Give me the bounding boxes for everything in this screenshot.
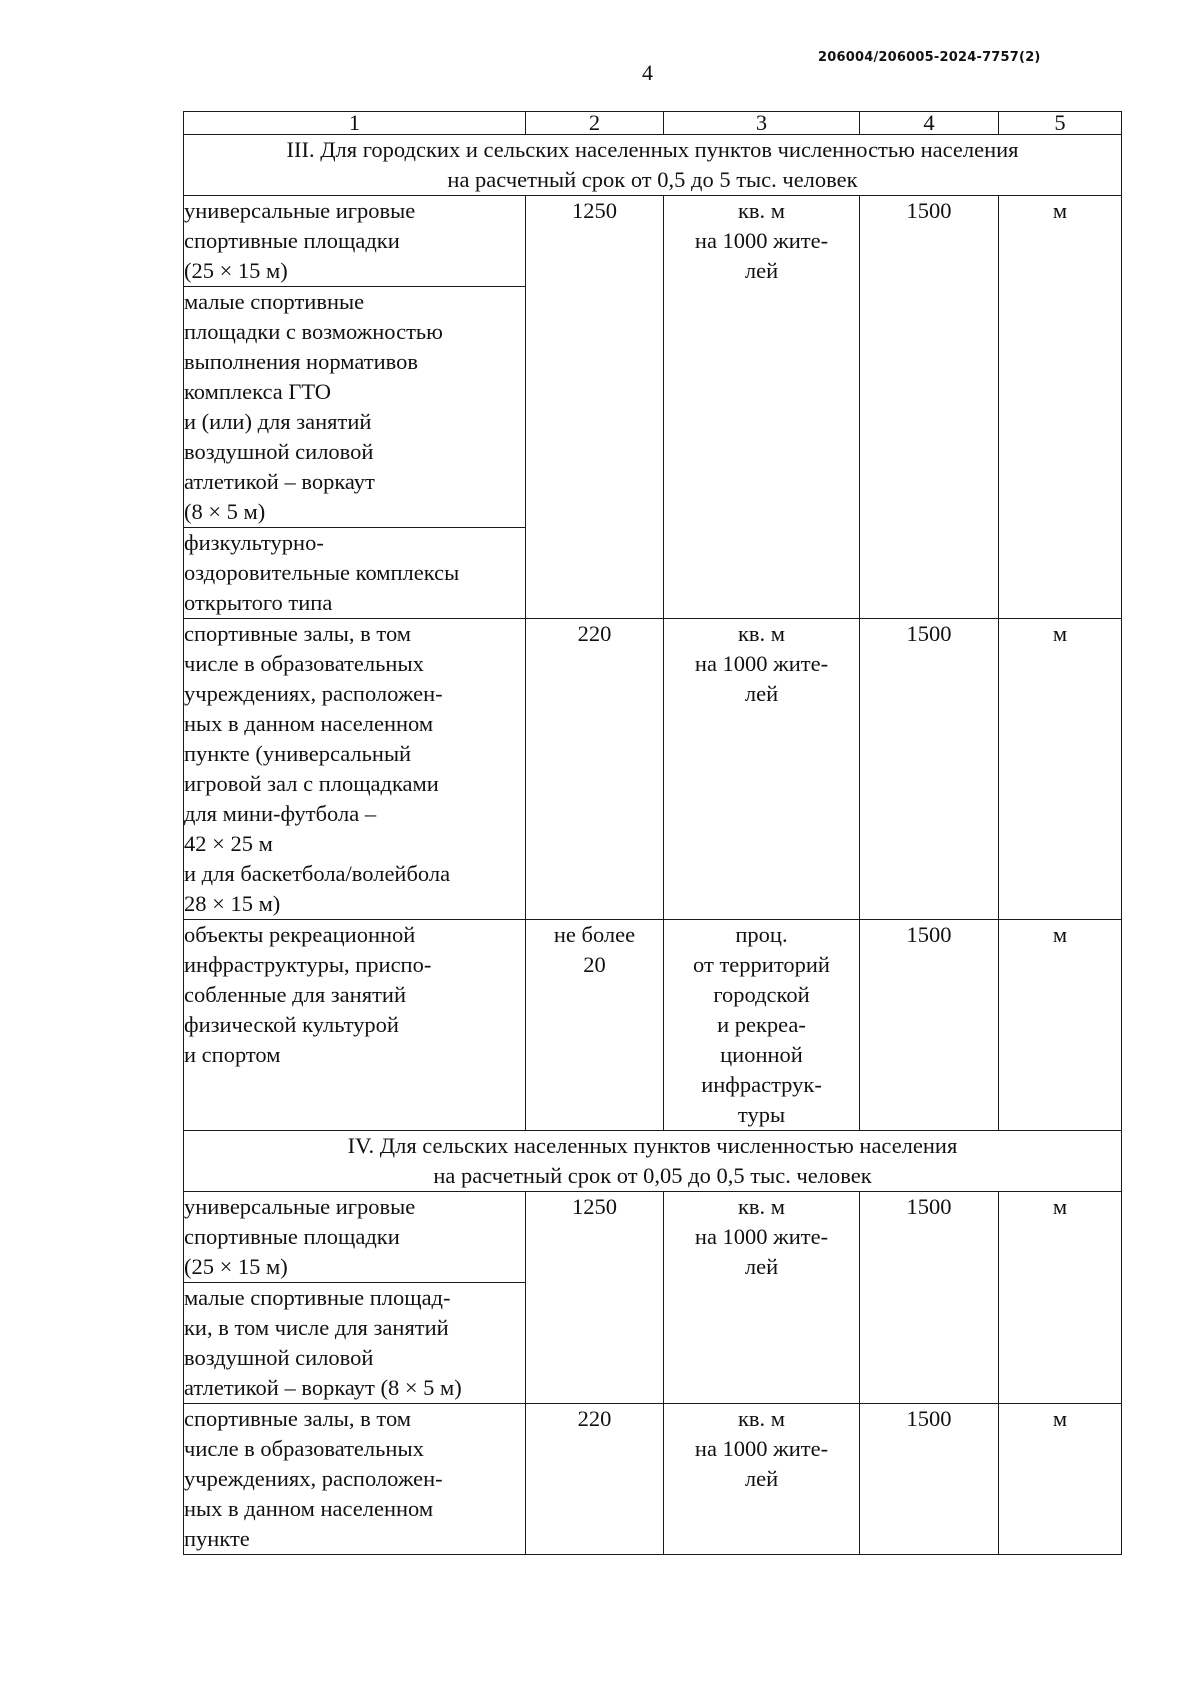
- norm-unit-cell: [664, 1192, 860, 1404]
- facility-name-line: малые спортивные: [184, 289, 365, 314]
- facility-name-cell: [184, 920, 526, 1131]
- accessibility-unit-line: м: [1052, 1194, 1068, 1219]
- facility-name-line: физкультурно-: [184, 530, 324, 555]
- facility-name-line: атлетикой – воркаут (8 × 5 м): [184, 1375, 462, 1400]
- column-number-cell: 2: [526, 112, 664, 135]
- norm-unit-line: лей: [744, 258, 779, 283]
- norm-unit-line: от территорий: [693, 952, 830, 977]
- norm-unit-line: и рекреа-: [717, 1012, 806, 1037]
- facility-name-line: и для баскетбола/волейбола: [184, 861, 451, 886]
- accessibility-unit-line: м: [1052, 621, 1068, 646]
- facility-name-line: и спортом: [184, 1042, 281, 1067]
- norm-unit-line: на 1000 жите-: [694, 1436, 829, 1461]
- column-number-cell: 1: [184, 112, 526, 135]
- norm-unit-line: лей: [744, 681, 779, 706]
- norm-unit-line: лей: [744, 1254, 779, 1279]
- section-title-line: IV. Для сельских населенных пунктов численностью населения: [347, 1133, 958, 1158]
- norm-unit-line: кв. м: [737, 1194, 786, 1219]
- norm-value-cell: [526, 920, 664, 1131]
- norm-unit-cell: [664, 619, 860, 920]
- facility-name-line: (25 × 15 м): [184, 258, 288, 283]
- facility-name-line: (8 × 5 м): [184, 499, 266, 524]
- norm-value-cell: [526, 1404, 664, 1555]
- facility-name-line: ных в данном населенном: [184, 1496, 434, 1521]
- facility-name-cell: [184, 1404, 526, 1555]
- facility-name-line: спортивные площадки: [184, 228, 400, 253]
- facility-name-line: площадки с возможностью: [184, 319, 443, 344]
- facility-name-line: физической культурой: [184, 1012, 399, 1037]
- table-row: [184, 1404, 1122, 1555]
- norm-unit-line: на 1000 жите-: [694, 651, 829, 676]
- facility-name-line: комплекса ГТО: [184, 379, 332, 404]
- norm-unit-cell: [664, 1404, 860, 1555]
- norm-value-line: 1250: [572, 198, 617, 223]
- accessibility-unit-cell: [999, 1404, 1122, 1555]
- accessibility-unit-cell: [999, 196, 1122, 619]
- facility-name-line: воздушной силовой: [184, 439, 374, 464]
- facility-name-line: пункте (универсальный: [184, 741, 412, 766]
- norm-unit-line: инфраструк-: [701, 1072, 822, 1097]
- facility-name-line: открытого типа: [184, 590, 333, 615]
- table-row: [184, 196, 1122, 287]
- facility-name-line: 28 × 15 м): [184, 891, 281, 916]
- accessibility-unit-line: м: [1052, 1406, 1068, 1431]
- facility-name-cell: [184, 196, 526, 287]
- accessibility-unit-cell: [999, 920, 1122, 1131]
- accessibility-value-cell: [860, 619, 999, 920]
- column-number-row: [184, 112, 1122, 135]
- facility-name-line: учреждениях, расположен-: [184, 1466, 443, 1491]
- facility-name-line: учреждениях, расположен-: [184, 681, 443, 706]
- facility-name-line: атлетикой – воркаут: [184, 469, 375, 494]
- page-number: 4: [642, 60, 653, 85]
- norm-value-line: не более: [553, 922, 636, 947]
- norm-unit-line: на 1000 жите-: [694, 1224, 829, 1249]
- facility-name-line: пункте: [184, 1526, 250, 1551]
- column-number-cell: 3: [664, 112, 860, 135]
- accessibility-value-cell: [860, 1192, 999, 1404]
- norm-value-line: 20: [583, 952, 606, 977]
- accessibility-value-line: 1500: [906, 922, 952, 947]
- facility-name-line: (25 × 15 м): [184, 1254, 288, 1279]
- facility-name-line: универсальные игровые: [184, 1194, 416, 1219]
- facility-name-line: и (или) для занятий: [184, 409, 372, 434]
- facility-name-cell: [184, 1283, 526, 1404]
- accessibility-value-line: 1500: [906, 1406, 952, 1431]
- facility-name-line: числе в образовательных: [184, 651, 424, 676]
- norm-unit-line: проц.: [735, 922, 788, 947]
- accessibility-unit-cell: [999, 1192, 1122, 1404]
- norm-unit-line: ционной: [720, 1042, 803, 1067]
- facility-name-cell: [184, 1192, 526, 1283]
- facility-name-line: малые спортивные площад-: [184, 1285, 451, 1310]
- accessibility-value-line: 1500: [906, 198, 952, 223]
- norm-unit-line: кв. м: [737, 621, 786, 646]
- accessibility-unit-line: м: [1052, 198, 1068, 223]
- norm-unit-cell: [664, 196, 860, 619]
- facility-name-line: оздоровительные комплексы: [184, 560, 460, 585]
- section-title-line: на расчетный срок от 0,5 до 5 тыс. человек: [447, 167, 858, 192]
- document-id: 206004/206005-2024-7757(2): [818, 50, 1041, 65]
- table-row: [184, 1192, 1122, 1283]
- norm-value-cell: [526, 1192, 664, 1404]
- norm-unit-line: туры: [737, 1102, 786, 1127]
- facility-name-line: воздушной силовой: [184, 1345, 374, 1370]
- facility-name-line: универсальные игровые: [184, 198, 416, 223]
- norm-unit-line: на 1000 жите-: [694, 228, 829, 253]
- norm-value-cell: [526, 619, 664, 920]
- norm-unit-line: кв. м: [737, 198, 786, 223]
- table-body: [184, 112, 1122, 1555]
- accessibility-unit-cell: [999, 619, 1122, 920]
- table-row: [184, 920, 1122, 1131]
- facility-name-line: числе в образовательных: [184, 1436, 424, 1461]
- table-row: [184, 619, 1122, 920]
- accessibility-unit-line: м: [1052, 922, 1068, 947]
- facility-name-line: спортивные площадки: [184, 1224, 400, 1249]
- facility-name-cell: [184, 528, 526, 619]
- section-title-row: [184, 135, 1122, 196]
- norm-value-line: 1250: [572, 1194, 617, 1219]
- section-title: [184, 1131, 1122, 1192]
- facility-name-line: инфраструктуры, приспо-: [184, 952, 432, 977]
- norm-unit-cell: [664, 920, 860, 1131]
- facility-name-line: объекты рекреационной: [184, 922, 416, 947]
- norm-unit-line: кв. м: [737, 1406, 786, 1431]
- facility-name-line: ных в данном населенном: [184, 711, 434, 736]
- facility-name-cell: [184, 287, 526, 528]
- accessibility-value-line: 1500: [906, 621, 952, 646]
- facility-name-line: для мини-футбола –: [184, 801, 377, 826]
- accessibility-value-line: 1500: [906, 1194, 952, 1219]
- section-title: [184, 135, 1122, 196]
- facility-name-line: ки, в том числе для занятий: [184, 1315, 449, 1340]
- norms-table: [183, 111, 1122, 1555]
- facility-name-line: собленные для занятий: [184, 982, 406, 1007]
- section-title-row: [184, 1131, 1122, 1192]
- facility-name-line: 42 × 25 м: [184, 831, 273, 856]
- accessibility-value-cell: [860, 1404, 999, 1555]
- norm-unit-line: городской: [713, 982, 810, 1007]
- facility-name-cell: [184, 619, 526, 920]
- facility-name-line: выполнения нормативов: [184, 349, 418, 374]
- accessibility-value-cell: [860, 196, 999, 619]
- column-number-cell: 4: [860, 112, 999, 135]
- accessibility-value-cell: [860, 920, 999, 1131]
- section-title-line: на расчетный срок от 0,05 до 0,5 тыс. человек: [433, 1163, 872, 1188]
- norm-value-line: 220: [577, 621, 612, 646]
- facility-name-line: спортивные залы, в том: [184, 621, 412, 646]
- column-number-cell: 5: [999, 112, 1122, 135]
- facility-name-line: игровой зал с площадками: [184, 771, 439, 796]
- norm-value-cell: [526, 196, 664, 619]
- section-title-line: III. Для городских и сельских населенных пунктов численностью населения: [286, 137, 1019, 162]
- facility-name-line: спортивные залы, в том: [184, 1406, 412, 1431]
- norm-unit-line: лей: [744, 1466, 779, 1491]
- norm-value-line: 220: [577, 1406, 612, 1431]
